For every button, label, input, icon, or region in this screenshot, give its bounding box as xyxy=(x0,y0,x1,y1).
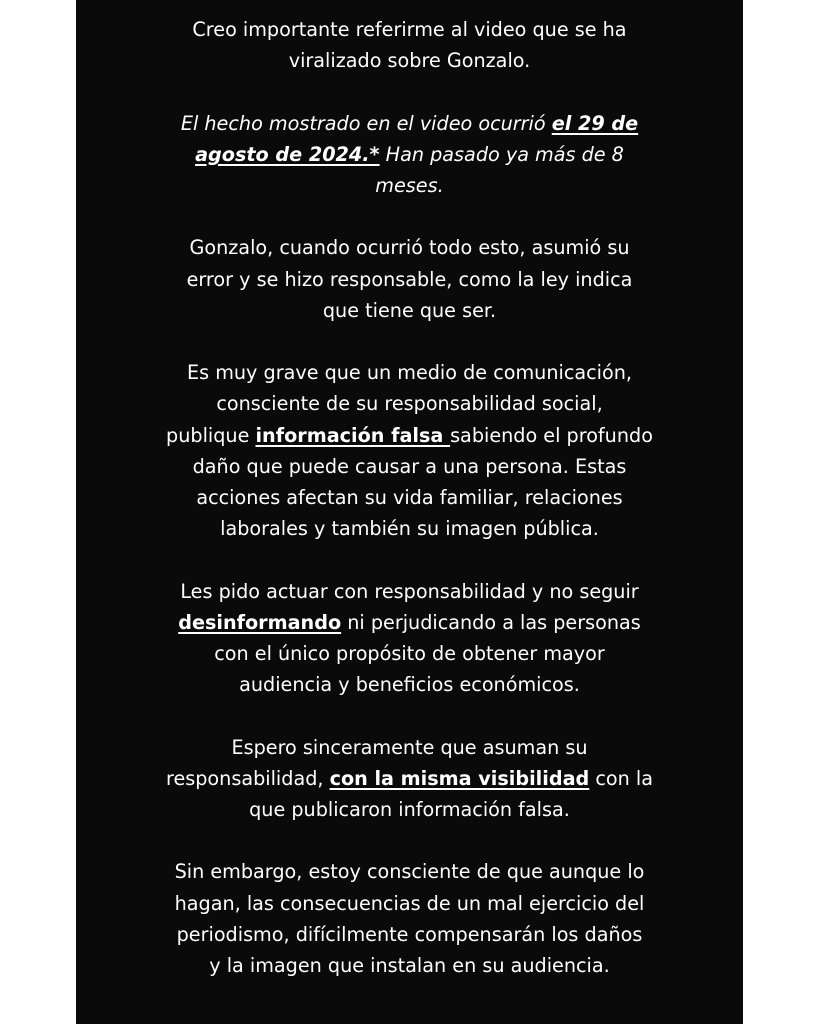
highlight-visibility: con la misma visibilidad xyxy=(329,766,590,790)
text-line: audiencia y beneficios económicos. xyxy=(239,673,580,697)
text-line: laborales y también su imagen pública. xyxy=(220,517,599,541)
text-segment: El hecho mostrado en el video ocurrió xyxy=(180,111,552,135)
text-line: hagan, las consecuencias de un mal ejercicio del xyxy=(174,891,645,915)
paragraph-conclusion xyxy=(76,856,743,981)
statement-text xyxy=(76,14,743,1012)
text-segment: sabiendo el profundo xyxy=(450,423,653,447)
text-line: consciente de su responsabilidad social, xyxy=(216,392,603,416)
text-segment: con la xyxy=(589,766,654,790)
text-segment: ni perjudicando a las personas xyxy=(341,610,641,634)
text-segment: Han pasado ya más de 8 xyxy=(379,142,624,166)
highlight-misinforming: desinformando xyxy=(178,610,342,634)
text-line: meses. xyxy=(375,174,444,197)
text-line: acciones afectan su vida familiar, relaciones xyxy=(196,486,623,509)
text-line: Creo importante referirme al video que se ha xyxy=(192,18,627,41)
text-segment: publique xyxy=(166,423,256,447)
text-line: con el único propósito de obtener mayor xyxy=(214,642,605,665)
text-line: Es muy grave que un medio de comunicación, xyxy=(186,361,633,385)
text-line: Gonzalo, cuando ocurrió todo esto, asumió su xyxy=(189,236,630,260)
paragraph-responsibility xyxy=(76,232,743,326)
text-line xyxy=(110,420,709,451)
text-line xyxy=(110,108,709,139)
text-line: Espero sinceramente que asuman su xyxy=(231,735,588,759)
text-line: daño que puede causar a una persona. Estas xyxy=(192,454,627,478)
text-segment: responsabilidad, xyxy=(165,766,330,790)
text-line: y la imagen que instalan en su audiencia. xyxy=(209,954,610,977)
text-line: que tiene que ser. xyxy=(322,298,497,322)
text-line: periodismo, difícilmente compensarán los daños xyxy=(176,922,643,946)
highlight-date-start: el 29 de xyxy=(551,111,639,135)
highlight-date-end: agosto de 2024.* xyxy=(195,142,380,166)
paragraph-request xyxy=(76,576,743,701)
paragraph-date xyxy=(76,108,743,202)
text-line xyxy=(110,607,709,638)
text-line: Les pido actuar con responsabilidad y no seguir xyxy=(180,579,639,603)
highlight-false-info: información falsa xyxy=(255,423,451,447)
text-line: que publicaron información falsa. xyxy=(249,798,570,821)
paragraph-intro xyxy=(76,14,743,76)
text-line xyxy=(110,139,709,170)
paragraph-media-criticism xyxy=(76,357,743,544)
text-line: error y se hizo responsable, como la ley indica xyxy=(186,267,633,291)
statement-panel xyxy=(76,0,743,1024)
paragraph-hope xyxy=(76,732,743,826)
text-line: viralizado sobre Gonzalo. xyxy=(288,49,531,73)
text-line: Sin embargo, estoy consciente de que aunque lo xyxy=(174,860,645,884)
text-line xyxy=(110,763,709,794)
